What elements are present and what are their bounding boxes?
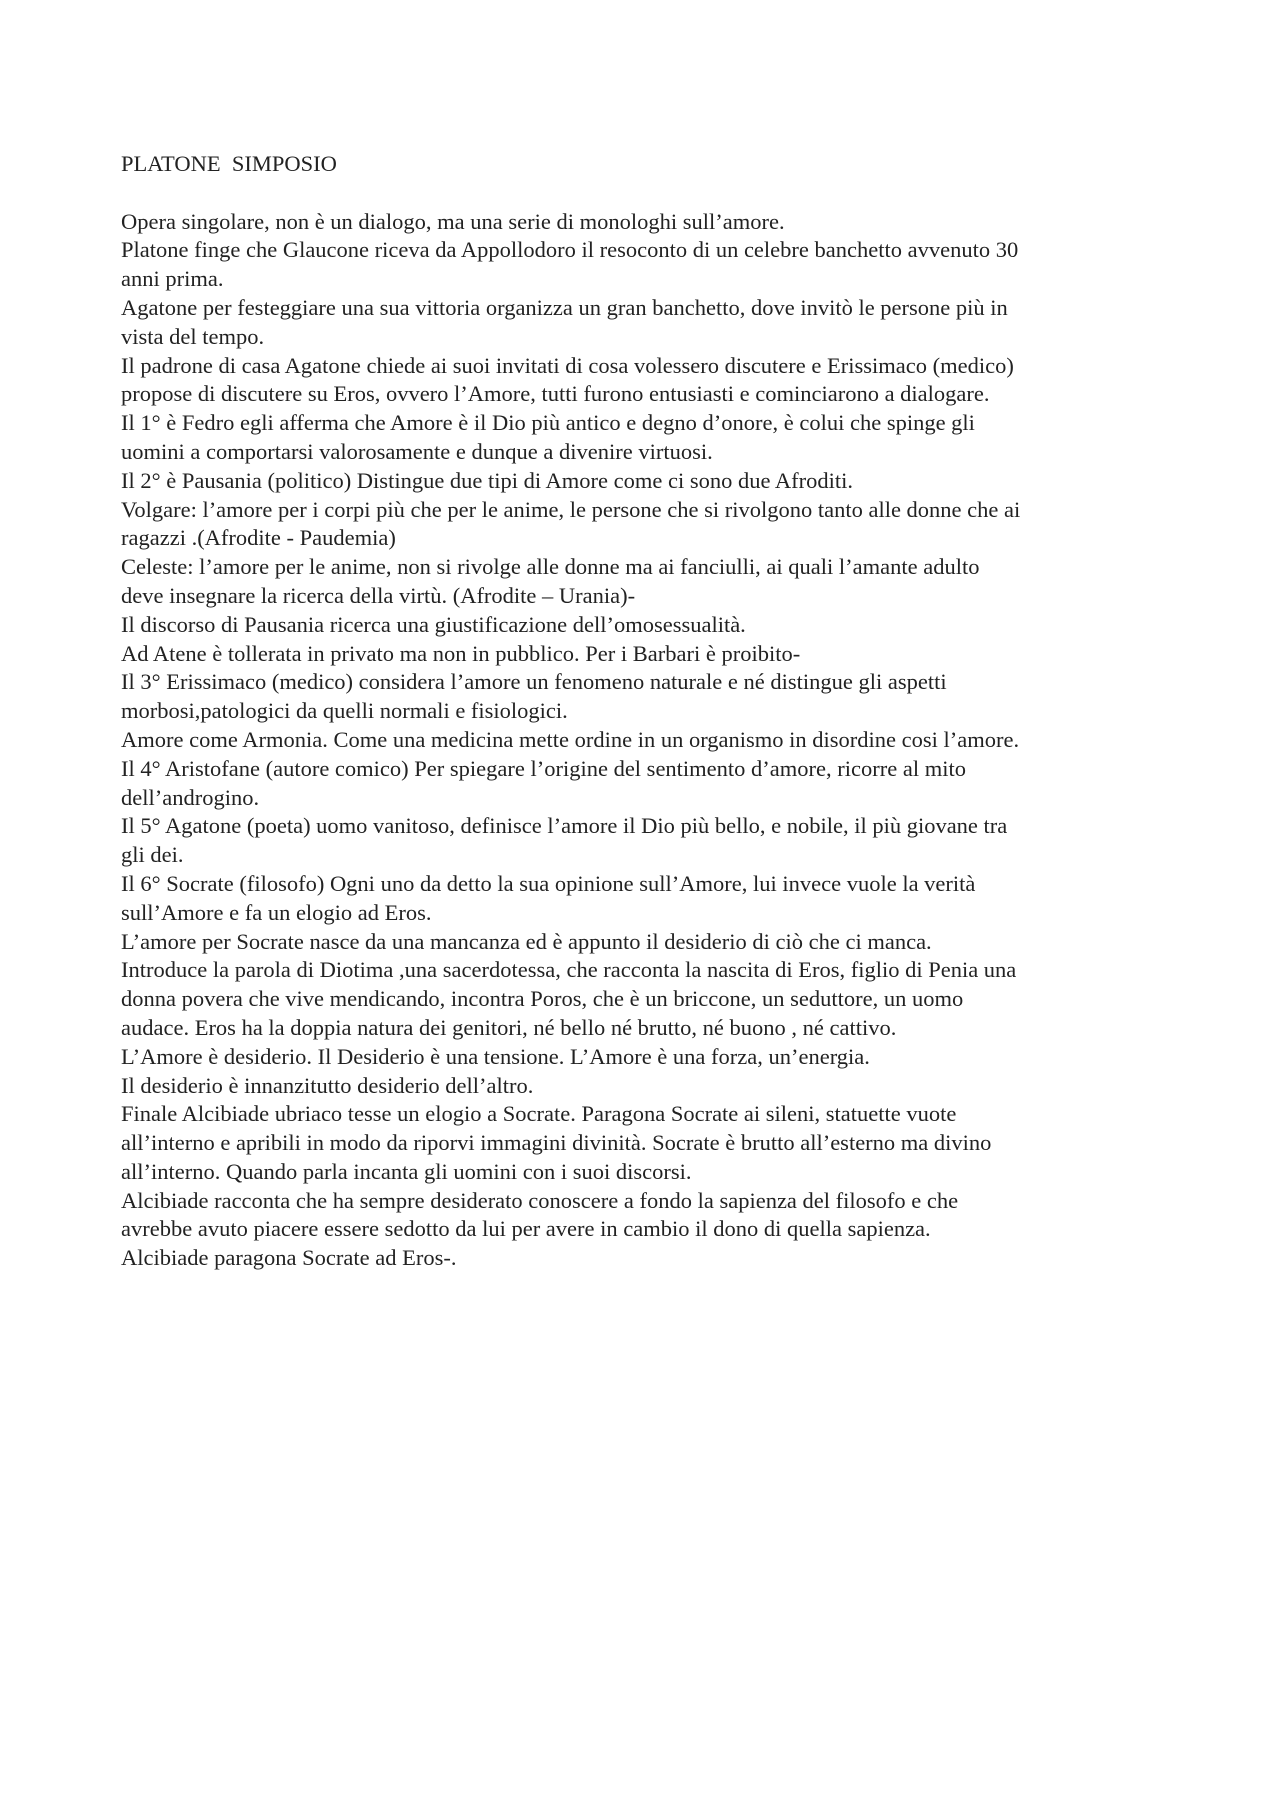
text-line: Il 3° Erissimaco (medico) considera l’amore un fenomeno naturale e né distingue gli aspetti xyxy=(121,669,947,695)
text-line: avrebbe avuto piacere essere sedotto da lui per avere in cambio il dono di quella sapienza. xyxy=(121,1216,931,1242)
document-title: PLATONE SIMPOSIO xyxy=(121,151,337,176)
text-line: Il 2° è Pausania (politico) Distingue due tipi di Amore come ci sono due Afroditi. xyxy=(121,467,853,493)
text-line: morbosi,patologici da quelli normali e fisiologici. xyxy=(121,698,568,724)
text-line: Opera singolare, non è un dialogo, ma una serie di monologhi sull’amore. xyxy=(121,208,785,234)
text-line: sull’Amore e fa un elogio ad Eros. xyxy=(121,899,432,925)
text-line: L’Amore è desiderio. Il Desiderio è una tensione. L’Amore è una forza, un’energia. xyxy=(121,1043,870,1069)
text-line: all’interno e apribili in modo da riporvi immagini divinità. Socrate è brutto all’esterno ma divino xyxy=(121,1130,992,1156)
text-line: Il padrone di casa Agatone chiede ai suoi invitati di cosa volessero discutere e Erissimaco (medico) xyxy=(121,352,1014,378)
document-text xyxy=(121,208,1181,1273)
text-line: Il 5° Agatone (poeta) uomo vanitoso, definisce l’amore il Dio più bello, e nobile, il più giovane tra xyxy=(121,813,1008,839)
text-line: gli dei. xyxy=(121,842,184,868)
text-line: propose di discutere su Eros, ovvero l’Amore, tutti furono entusiasti e cominciarono a dialogare. xyxy=(121,381,990,407)
text-line: Il desiderio è innanzitutto desiderio dell’altro. xyxy=(121,1072,534,1098)
text-line: Il discorso di Pausania ricerca una giustificazione dell’omosessualità. xyxy=(121,611,746,637)
text-line: audace. Eros ha la doppia natura dei genitori, né bello né brutto, né buono , né cattivo. xyxy=(121,1014,897,1040)
text-line: deve insegnare la ricerca della virtù. (Afrodite – Urania)- xyxy=(121,582,636,608)
text-line: Il 4° Aristofane (autore comico) Per spiegare l’origine del sentimento d’amore, ricorre al mito xyxy=(121,755,966,781)
text-line: Platone finge che Glaucone riceva da Appollodoro il resoconto di un celebre banchetto avvenuto 30 xyxy=(121,237,1019,263)
text-line: Alcibiade paragona Socrate ad Eros-. xyxy=(121,1245,457,1271)
text-line: dell’androgino. xyxy=(121,784,260,810)
text-line: Volgare: l’amore per i corpi più che per le anime, le persone che si rivolgono tanto alle donne che ai xyxy=(121,496,1021,522)
text-line: Agatone per festeggiare una sua vittoria organizza un gran banchetto, dove invitò le persone più in xyxy=(121,294,1008,320)
text-line: uomini a comportarsi valorosamente e dunque a divenire virtuosi. xyxy=(121,438,713,464)
text-line: Finale Alcibiade ubriaco tesse un elogio a Socrate. Paragona Socrate ai sileni, statuette vuote xyxy=(121,1101,957,1127)
text-line: ragazzi .(Afrodite - Paudemia) xyxy=(121,525,396,551)
text-line: Il 1° è Fedro egli afferma che Amore è il Dio più antico e degno d’onore, è colui che spinge gli xyxy=(121,410,975,436)
text-line: L’amore per Socrate nasce da una mancanza ed è appunto il desiderio di ciò che ci manca. xyxy=(121,928,932,954)
text-line: anni prima. xyxy=(121,266,224,292)
text-line: vista del tempo. xyxy=(121,323,265,349)
text-line: all’interno. Quando parla incanta gli uomini con i suoi discorsi. xyxy=(121,1158,692,1184)
document-body xyxy=(121,150,1181,1273)
text-line: Alcibiade racconta che ha sempre desiderato conoscere a fondo la sapienza del filosofo e che xyxy=(121,1187,959,1213)
text-line: Introduce la parola di Diotima ,una sacerdotessa, che racconta la nascita di Eros, figlio di Penia una xyxy=(121,957,1017,983)
text-line: Ad Atene è tollerata in privato ma non in pubblico. Per i Barbari è proibito- xyxy=(121,640,801,666)
text-line: Amore come Armonia. Come una medicina mette ordine in un organismo in disordine cosi l’amore. xyxy=(121,726,1020,752)
text-line: donna povera che vive mendicando, incontra Poros, che è un briccone, un seduttore, un uomo xyxy=(121,986,964,1012)
text-line: Il 6° Socrate (filosofo) Ogni uno da detto la sua opinione sull’Amore, lui invece vuole la verità xyxy=(121,870,976,896)
text-line: Celeste: l’amore per le anime, non si rivolge alle donne ma ai fanciulli, ai quali l’amante adulto xyxy=(121,554,980,580)
